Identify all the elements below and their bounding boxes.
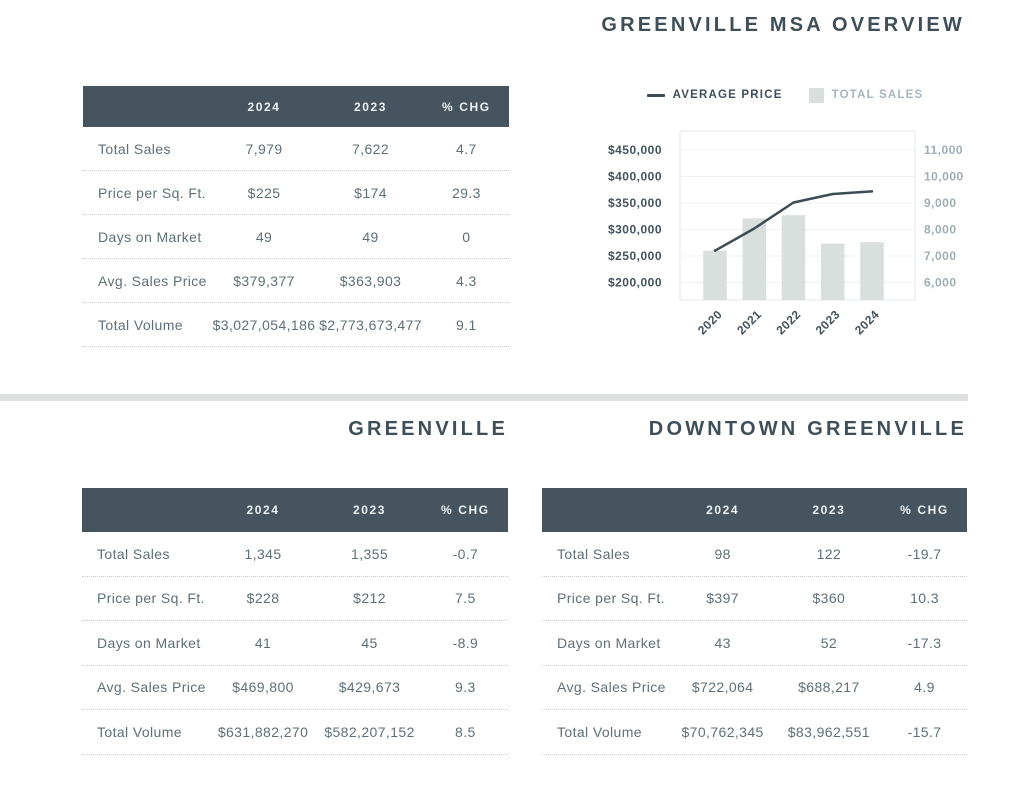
table-row: [82, 532, 508, 577]
value-pct-chg: 4.3: [456, 272, 477, 289]
header-2024: 2024: [246, 503, 280, 517]
header-pct-chg: % CHG: [442, 99, 491, 114]
left-axis-tick: $350,000: [607, 196, 662, 211]
x-axis-label: 2023: [812, 307, 843, 338]
right-axis-tick: 7,000: [924, 249, 957, 264]
value-pct-chg: 4.9: [914, 679, 935, 696]
left-axis-tick: $250,000: [607, 249, 662, 264]
legend-total-sales: [809, 88, 924, 103]
value-2023: 1,355: [351, 545, 389, 562]
table-body: [82, 532, 508, 755]
section-divider: [0, 394, 968, 401]
table-row: [83, 303, 509, 347]
value-pct-chg: 7.5: [455, 590, 476, 607]
total-sales-bar: [782, 215, 806, 300]
header-2024: 2024: [706, 503, 740, 517]
greenville-section-title: GREENVILLE: [348, 418, 508, 440]
legend-total-sales-label: TOTAL SALES: [831, 89, 924, 101]
table-row: [83, 171, 509, 215]
value-2023: $212: [353, 590, 386, 607]
value-2024: $722,064: [691, 679, 754, 696]
value-2023: $429,673: [338, 679, 401, 696]
value-2024: 49: [255, 228, 273, 245]
row-label: Avg. Sales Price: [98, 272, 207, 289]
value-2023: 45: [361, 634, 378, 651]
legend-average-price: [647, 89, 783, 101]
row-label: Total Sales: [557, 545, 630, 562]
legend-average-price-label: AVERAGE PRICE: [672, 89, 783, 101]
row-label: Price per Sq. Ft.: [98, 184, 206, 201]
x-axis-label: 2024: [851, 307, 883, 338]
value-pct-chg: -0.7: [452, 545, 479, 562]
value-2023: $174: [354, 184, 387, 201]
table-row: [542, 532, 967, 577]
table-row: [542, 621, 967, 666]
row-label: Avg. Sales Price: [97, 679, 206, 696]
value-2024: $70,762,345: [681, 723, 764, 740]
table-row: [82, 666, 508, 711]
row-label: Total Volume: [97, 723, 182, 740]
row-label: Total Sales: [97, 545, 170, 562]
value-2024: $228: [246, 590, 280, 607]
value-pct-chg: 0: [462, 228, 471, 245]
row-label: Total Sales: [98, 140, 171, 157]
value-2024: $379,377: [233, 272, 295, 289]
value-2023: 7,622: [352, 140, 390, 157]
row-label: Days on Market: [98, 228, 202, 245]
value-2024: 98: [714, 545, 731, 562]
greenville-table: [82, 488, 508, 755]
value-pct-chg: -8.9: [452, 634, 479, 651]
line-swatch-icon: [647, 94, 665, 97]
row-label: Price per Sq. Ft.: [557, 590, 665, 607]
row-label: Total Volume: [557, 723, 642, 740]
bar-swatch-icon: [809, 88, 824, 103]
value-2024: 41: [254, 634, 272, 651]
table-body: [83, 127, 509, 347]
total-sales-bar: [743, 218, 767, 300]
table-row: [82, 621, 508, 666]
row-label: Days on Market: [97, 634, 201, 651]
table-header-row: [542, 488, 967, 532]
left-axis-tick: $450,000: [607, 143, 662, 158]
table-row: [83, 215, 509, 259]
msa-combo-chart: [595, 125, 975, 360]
chart-legend: [595, 86, 975, 104]
total-sales-bar: [703, 251, 727, 300]
table-row: [83, 259, 509, 303]
value-pct-chg: 9.1: [456, 316, 477, 333]
value-pct-chg: 29.3: [451, 184, 481, 201]
value-2023: $2,773,673,477: [319, 316, 422, 333]
header-2023: 2023: [812, 503, 846, 517]
right-axis-tick: 8,000: [924, 222, 957, 237]
value-pct-chg: 9.3: [455, 679, 476, 696]
left-axis-tick: $300,000: [607, 222, 662, 237]
msa-overview-table: [83, 86, 509, 347]
downtown-section-title: DOWNTOWN GREENVILLE: [648, 418, 967, 440]
value-2024: 43: [714, 634, 731, 651]
header-pct-chg: % CHG: [900, 503, 949, 517]
table-row: [542, 577, 967, 622]
value-2023: 52: [820, 634, 838, 651]
header-pct-chg: % CHG: [441, 503, 490, 517]
value-2024: 7,979: [245, 140, 283, 157]
row-label: Days on Market: [557, 634, 661, 651]
value-2024: $397: [706, 590, 739, 607]
value-2024: $631,882,270: [217, 723, 309, 740]
value-pct-chg: -15.7: [907, 723, 942, 740]
value-pct-chg: -17.3: [907, 634, 942, 651]
value-pct-chg: -19.7: [907, 545, 942, 562]
header-2023: 2023: [352, 503, 387, 517]
header-2024: 2024: [247, 99, 281, 114]
x-axis-label: 2022: [773, 307, 804, 338]
table-row: [82, 577, 508, 622]
row-label: Total Volume: [98, 316, 183, 333]
value-pct-chg: 10.3: [910, 590, 939, 607]
right-axis-tick: 9,000: [924, 196, 957, 211]
value-pct-chg: 4.7: [456, 140, 477, 157]
value-2024: $469,800: [232, 679, 294, 696]
value-2024: 1,345: [244, 545, 282, 562]
row-label: Avg. Sales Price: [557, 679, 666, 696]
value-2023: $363,903: [339, 272, 402, 289]
table-row: [83, 127, 509, 171]
value-2023: 49: [362, 228, 379, 245]
value-pct-chg: 8.5: [455, 723, 476, 740]
value-2023: $688,217: [798, 679, 860, 696]
downtown-greenville-table: [542, 488, 967, 755]
total-sales-bar: [860, 242, 884, 300]
right-axis-tick: 10,000: [924, 169, 964, 184]
table-row: [82, 710, 508, 755]
left-axis-tick: $400,000: [607, 169, 662, 184]
right-axis-tick: 6,000: [924, 275, 957, 290]
x-axis-label: 2020: [694, 307, 726, 338]
value-2024: $3,027,054,186: [212, 316, 316, 333]
right-axis-tick: 11,000: [924, 143, 964, 158]
value-2023: 122: [816, 545, 842, 562]
left-axis-tick: $200,000: [607, 275, 662, 290]
value-2023: $582,207,152: [324, 723, 415, 740]
row-label: Price per Sq. Ft.: [97, 590, 205, 607]
table-row: [542, 710, 967, 755]
msa-section-title: GREENVILLE MSA OVERVIEW: [601, 14, 965, 36]
table-header-row: [82, 488, 508, 532]
value-2024: $225: [247, 184, 281, 201]
value-2023: $360: [812, 590, 846, 607]
table-header-row: [83, 86, 509, 127]
header-2023: 2023: [353, 99, 388, 114]
value-2023: $83,962,551: [787, 723, 870, 740]
total-sales-bar: [821, 244, 845, 300]
x-axis-label: 2021: [734, 307, 765, 338]
table-row: [542, 666, 967, 711]
table-body: [542, 532, 967, 755]
